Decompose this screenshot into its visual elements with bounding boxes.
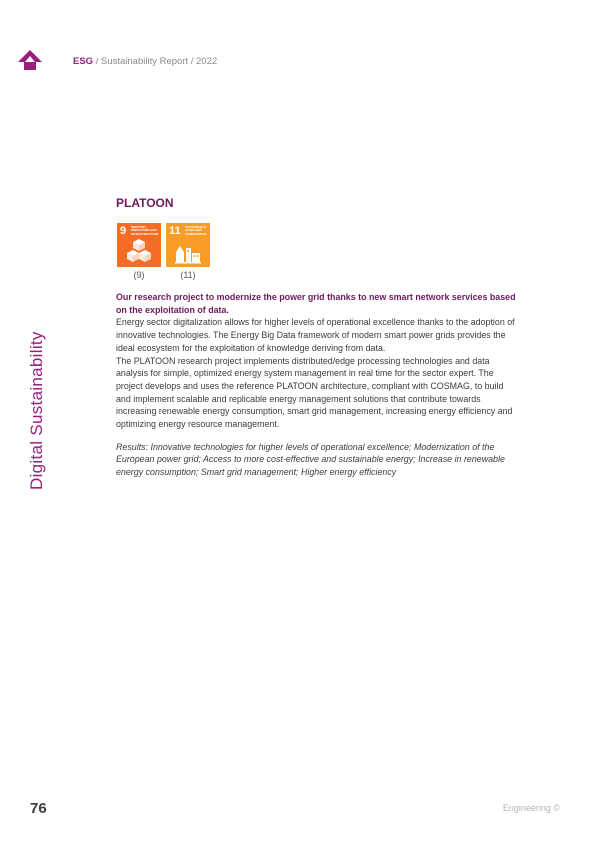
results-paragraph: Results: Innovative technologies for higher levels of operational excellence; Modernization of the European power grid; Access to more cost-effective and sustainable energy; Increase in renewable energy consumption; Smart grid management; Higher energy efficiency [116, 441, 505, 478]
sdg-11-icon [166, 223, 210, 267]
section-title: PLATOON [116, 196, 174, 210]
lead-paragraph: Our research project to modernize the power grid thanks to new smart network services based on the exploitation of data. [116, 292, 516, 315]
sdg-9-icon [117, 223, 161, 267]
body-text [116, 316, 520, 430]
city-icon [175, 238, 201, 264]
header-esg: ESG [73, 56, 94, 67]
sdg-9-caption: (9) [133, 270, 145, 280]
footer-brand: Engineering © [502, 803, 560, 813]
sdg-11-label: SUSTAINABLE CITIES AND COMMUNITIES [185, 225, 207, 236]
side-section-title: Digital Sustainability [27, 331, 46, 490]
sdg-11-caption: (11) [180, 270, 196, 280]
page-number: 76 [30, 800, 47, 817]
sdg-9-label: INDUSTRY, INNOVATION AND INFRASTRUCTURE [131, 225, 159, 236]
cubes-icon [126, 238, 152, 264]
header-report-title: / Sustainability Report / 2022 [95, 56, 218, 67]
sdg-11-number: 11 [169, 225, 181, 237]
section-content [116, 291, 520, 488]
body-paragraph: Energy sector digitalization allows for higher levels of operational excellence thanks to the adoption of innovative technologies. The Energy Big Data framework of modern smart power grids provides the ideal ecosystem for the exploitation of knowledge deriving from data. [116, 317, 515, 353]
company-logo [18, 50, 42, 70]
body-paragraph: The PLATOON research project implements distributed/edge processing technologies and data analysis for simple, optimized energy system management in real time for the sector expert. The project develops and uses the reference PLATOON architecture, compliant with COSMAG, to build and implement scalable and replicable energy management solutions that contribute towards increasing renewable energy consumption, smart grid management, increasing energy efficiency and optimizing energy resource management. [116, 355, 513, 430]
report-header [73, 56, 217, 67]
sdg-9-number: 9 [120, 225, 127, 237]
